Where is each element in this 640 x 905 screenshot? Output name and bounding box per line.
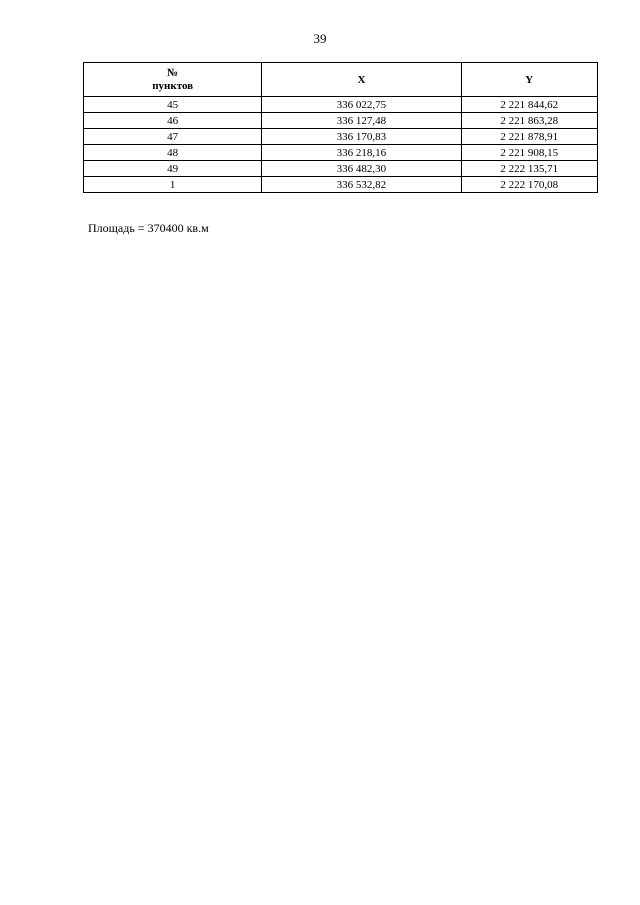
table-row xyxy=(84,161,598,177)
area-statement: Площадь = 370400 кв.м xyxy=(88,221,209,235)
header-points-label: пунктов xyxy=(152,79,194,92)
table-row xyxy=(84,129,598,145)
cell-y: 2 221 908,15 xyxy=(461,145,598,161)
cell-point-number: 46 xyxy=(84,113,262,129)
cell-y: 2 222 135,71 xyxy=(461,161,598,177)
cell-y: 2 221 878,91 xyxy=(461,129,598,145)
cell-x: 336 127,48 xyxy=(262,113,461,129)
coordinates-table xyxy=(83,62,598,193)
cell-point-number: 49 xyxy=(84,161,262,177)
header-x: X xyxy=(262,63,461,97)
cell-x: 336 022,75 xyxy=(262,97,461,113)
cell-y: 2 221 844,62 xyxy=(461,97,598,113)
cell-point-number: 47 xyxy=(84,129,262,145)
cell-x: 336 218,16 xyxy=(262,145,461,161)
cell-y: 2 221 863,28 xyxy=(461,113,598,129)
table-row xyxy=(84,145,598,161)
table-row xyxy=(84,97,598,113)
cell-x: 336 170,83 xyxy=(262,129,461,145)
cell-x: 336 482,30 xyxy=(262,161,461,177)
cell-point-number: 1 xyxy=(84,177,262,193)
table-row xyxy=(84,177,598,193)
cell-point-number: 45 xyxy=(84,97,262,113)
header-point-number xyxy=(84,63,262,97)
cell-y: 2 222 170,08 xyxy=(461,177,598,193)
table-row xyxy=(84,113,598,129)
header-number-sign: № xyxy=(167,66,179,79)
header-y: Y xyxy=(461,63,598,97)
page-number: 39 xyxy=(313,31,327,46)
cell-point-number: 48 xyxy=(84,145,262,161)
cell-x: 336 532,82 xyxy=(262,177,461,193)
table-header-row xyxy=(84,63,598,97)
